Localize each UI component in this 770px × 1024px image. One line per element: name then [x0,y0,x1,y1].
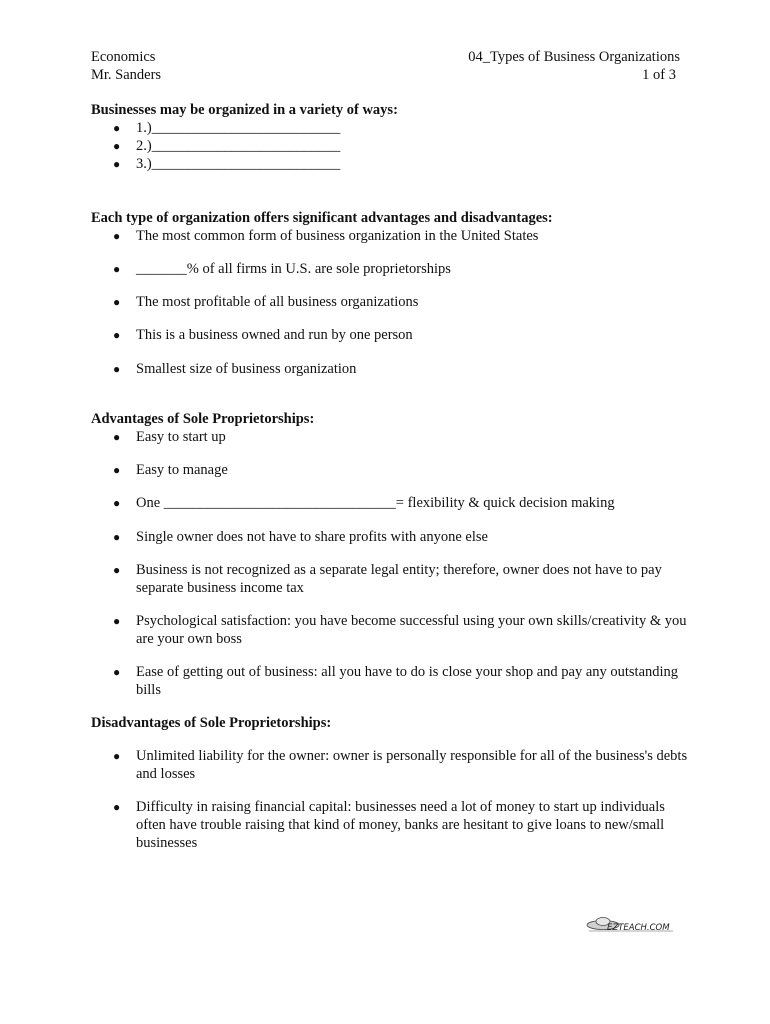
ufo-icon [585,912,675,936]
list-item: ● Difficulty in raising financial capital: businesses need a lot of money to start up individuals often have trouble raising that kind of money, banks are hesitant to give loans to new/small businesses [113,799,665,851]
section-heading-ways: Businesses may be organized in a variety of ways: [91,102,398,118]
bullet-icon: ● [113,563,121,577]
list-item: ● Psychological satisfaction: you have become successful using your own skills/creativity & you are your own boss [113,613,687,647]
list-item: ● One ________________________________= flexibility & quick decision making [113,495,615,511]
list-item: ● This is a business owned and run by one person [113,327,413,343]
list-organization-facts [91,227,691,378]
bullet-icon: ● [113,157,121,171]
list-sole-disadvantages [91,747,691,852]
list-item: ● Single owner does not have to share profits with anyone else [113,529,488,545]
bullet-icon: ● [113,614,121,628]
list-item: ● The most common form of business organization in the United States [113,228,539,244]
list-ways [91,119,691,173]
list-item: ● Ease of getting out of business: all you have to do is close your shop and pay any outstanding bills [113,664,679,698]
list-sole-advantages [91,428,691,699]
bullet-icon: ● [113,496,121,510]
bullet-icon: ● [113,362,121,376]
bullet-icon: ● [113,328,121,342]
list-item: ● Easy to manage [113,462,228,478]
list-item: ● 1.)__________________________ [113,120,341,136]
list-item: ● _______% of all firms in U.S. are sole proprietorships [113,261,451,277]
bullet-icon: ● [113,463,121,477]
logo-text: EZTEACH.COM [607,923,670,933]
page-number: 1 of 3 [642,67,676,83]
bullet-icon: ● [113,295,121,309]
section-heading-sole-disadvantages: Disadvantages of Sole Proprietorships: [91,715,332,731]
course-name: Economics [91,49,156,65]
section-heading-advantages-disadvantages: Each type of organization offers significant advantages and disadvantages: [91,210,553,226]
bullet-icon: ● [113,530,121,544]
teacher-name: Mr. Sanders [91,67,162,83]
bullet-icon: ● [113,262,121,276]
list-item: ● The most profitable of all business organizations [113,294,419,310]
list-item: ● 2.)__________________________ [113,138,341,154]
bullet-icon: ● [113,121,121,135]
list-item: ● Unlimited liability for the owner: owner is personally responsible for all of the business's debts and losses [113,748,688,782]
list-item: ● 3.)__________________________ [113,156,341,172]
bullet-icon: ● [113,430,121,444]
document-body [91,101,691,852]
bullet-icon: ● [113,800,121,814]
bullet-icon: ● [113,665,121,679]
page-header [91,48,680,84]
list-item: ● Smallest size of business organization [113,361,357,377]
document-title: 04_Types of Business Organizations [468,49,680,65]
list-item: ● Business is not recognized as a separate legal entity; therefore, owner does not have to pay separate business income tax [113,562,662,596]
bullet-icon: ● [113,749,121,763]
bullet-icon: ● [113,139,121,153]
section-heading-sole-advantages: Advantages of Sole Proprietorships: [91,411,315,427]
bullet-icon: ● [113,229,121,243]
list-item: ● Easy to start up [113,429,226,445]
